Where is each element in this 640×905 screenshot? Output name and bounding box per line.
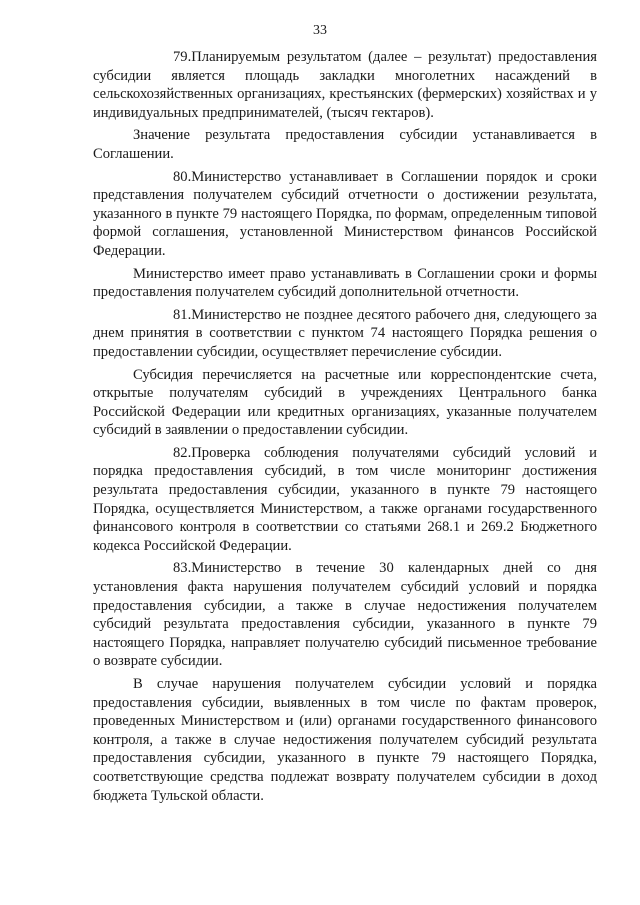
clause-number: 81. [173,306,192,323]
paragraph-83 [93,559,597,671]
paragraph-text: Министерство не позднее десятого рабочего дня, следующего за днем принятия в соответствии с пунктом 74 настоящего Порядка решения о предоставлении субсидии, осуществляет перечисление субсидии. [93,306,597,360]
paragraph-79-result-value [93,126,597,163]
paragraph-text: Министерство имеет право устанавливать в Соглашении сроки и формы предоставления получателем субсидий дополнительной отчетности. [93,265,597,301]
document-body [93,48,597,809]
paragraph-79 [93,48,597,122]
paragraph-81-transfer-accounts [93,366,597,440]
page-number: 33 [313,23,327,38]
paragraph-text: Министерство устанавливает в Соглашении порядок и сроки представления получателем субсидий отчетности о достижении результата, указанного в пункте 79 настоящего Порядка, по формам, определенным типовой формой соглашения, установленной Министерством финансов Российской Федерации. [93,168,597,259]
clause-number: 80. [173,168,192,185]
clause-number: 83. [173,560,192,577]
paragraph-text: Министерство в течение 30 календарных дней со дня установления факта нарушения получателем субсидий условий и порядка предоставления субсидии, а также в случае недостижения получателем субсидий результата предоставления субсидии, указанного в пункте 79 настоящего Порядка, направляет получателю субсидий письменное требование о возврате субсидии. [93,560,597,670]
paragraph-text: Планируемым результатом (далее – результат) предоставления субсидии является площадь закладки многолетних насаждений в сельскохозяйственных организациях, крестьянских (фермерских) хозяйствах и у индивидуальных предпринимателей, (тысяч гектаров). [93,49,597,121]
clause-number: 82. [173,444,192,461]
paragraph-81 [93,306,597,362]
paragraph-83-refund-conditions [93,675,597,805]
paragraph-text: Субсидия перечисляется на расчетные или корреспондентские счета, открытые получателям субсидий в учреждениях Центрального банка Российской Федерации или кредитных организациях, указанные получателем субсидий в заявлении о предоставлении субсидии. [93,366,597,439]
paragraph-text: Проверка соблюдения получателями субсидий условий и порядка предоставления субсидий, в том числе мониторинг достижения результата предоставления субсидии, указанного в пункте 79 настоящего Порядка, осуществляется Министерством, а также органами государственного финансового контроля в соответствии со статьями 268.1 и 269.2 Бюджетного кодекса Российской Федерации. [93,444,597,554]
clause-number: 79. [173,49,192,65]
paragraph-80 [93,168,597,261]
paragraph-82 [93,444,597,556]
paragraph-text: Значение результата предоставления субсидии устанавливается в Соглашении. [93,127,597,162]
paragraph-80-additional-reporting [93,265,597,302]
paragraph-text: В случае нарушения получателем субсидии условий и порядка предоставления субсидии, выявленных в том числе по фактам проверок, проведенных Министерством и (или) органами государственного финансового контроля, а также в случае недостижения получателем субсидий результата предоставления субсидии, указанного в пункте 79 настоящего Порядка, соответствующие средства подлежат возврату получателем субсидии в доход бюджета Тульской области. [93,676,597,804]
